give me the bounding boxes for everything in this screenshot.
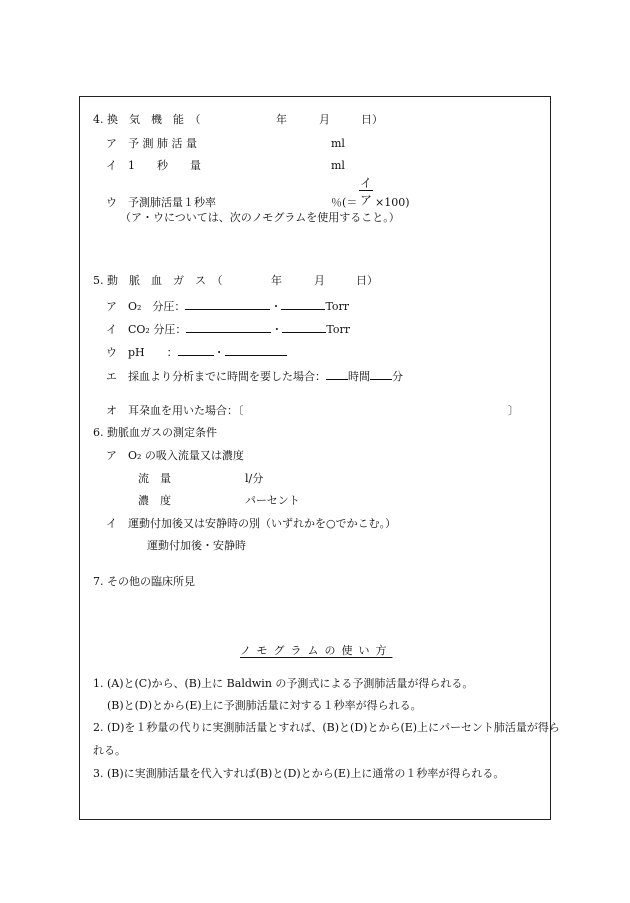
sec4-row-i-unit: ml bbox=[331, 159, 345, 172]
fraction-numerator: イ bbox=[359, 176, 372, 190]
sec5-year: 年 bbox=[271, 274, 282, 287]
sec4-year: 年 bbox=[276, 113, 287, 126]
fraction-denominator: ア bbox=[359, 193, 372, 207]
ph-dot: ・ bbox=[213, 346, 225, 359]
sec4-row-u-label: ウ 予測肺活量１秒率 bbox=[106, 196, 216, 209]
sec5-time-row bbox=[106, 368, 403, 384]
ph-label: ウ pH ： bbox=[106, 346, 178, 359]
sec4-month: 月 bbox=[319, 113, 330, 126]
nomogram-item-2b: れる。 bbox=[93, 744, 126, 757]
sec4-note: （ア・ウについては、次のノモグラムを使用すること。） bbox=[120, 211, 400, 224]
sec4-row-u-multiplier: ×100) bbox=[375, 196, 410, 209]
hours-blank[interactable] bbox=[326, 368, 348, 380]
sec5-earlobe-close: 〕 bbox=[508, 404, 519, 417]
minutes-unit: 分 bbox=[392, 370, 403, 383]
ph-value-blank[interactable] bbox=[178, 344, 214, 356]
sec6-conc-label: 濃 度 bbox=[138, 494, 171, 507]
o2-value2-blank[interactable] bbox=[281, 298, 325, 310]
sec4-row-i-label: イ 1 秒 量 bbox=[106, 159, 201, 172]
sec6-condition-label: イ 運動付加後又は安静時の別（いずれかを○でかこむ。） bbox=[106, 517, 397, 530]
sec5-day: 日） bbox=[356, 274, 378, 287]
time-label: エ 採血より分析までに時間を要した場合： bbox=[106, 370, 326, 383]
ph-value2-blank[interactable] bbox=[225, 344, 287, 356]
sec5-ph-row bbox=[106, 344, 287, 360]
sec5-o2-row bbox=[106, 298, 349, 314]
o2-unit: Torr bbox=[325, 300, 350, 313]
nomogram-item-2: 2. (D)を１秒量の代りに実測肺活量とすれば、(B)と(D)とから(E)上にパーセント肺活量が得ら bbox=[93, 721, 560, 734]
sec4-day: 日） bbox=[361, 113, 383, 126]
hours-unit: 時間 bbox=[348, 370, 370, 383]
nomogram-item-1b: (B)と(D)とから(E)上に予測肺活量に対する１秒率が得られる。 bbox=[107, 699, 422, 712]
co2-value-blank[interactable] bbox=[186, 321, 271, 333]
sec6-condition-choice[interactable]: 運動付加後・安静時 bbox=[147, 539, 246, 552]
nomogram-item-1: 1. (A)と(C)から、(B)上に Baldwin の予測式による予測肺活量が得られる。 bbox=[93, 677, 474, 690]
sec5-heading: 5. 動 脈 血 ガ ス （ bbox=[93, 274, 223, 287]
sec6-flow-label: 流 量 bbox=[138, 472, 171, 485]
sec4-row-a-label: ア 予 測 肺 活 量 bbox=[106, 137, 197, 150]
sec6-o2-label: ア O₂ の吸入流量又は濃度 bbox=[106, 449, 244, 462]
sec4-heading: 4. 換 気 機 能 （ bbox=[93, 113, 201, 126]
co2-value2-blank[interactable] bbox=[282, 321, 326, 333]
sec7-heading: 7. その他の臨床所見 bbox=[93, 575, 195, 588]
o2-label: ア O₂ 分圧： bbox=[106, 300, 186, 313]
sec6-conc-unit: パーセント bbox=[245, 494, 300, 507]
co2-label: イ CO₂ 分圧： bbox=[106, 323, 187, 336]
co2-unit: Torr bbox=[326, 323, 350, 336]
sec5-co2-row bbox=[106, 321, 350, 337]
sec4-row-a-unit: ml bbox=[331, 137, 345, 150]
nomogram-item-3: 3. (B)に実測肺活量を代入すれば(B)と(D)とから(E)上に通常の１秒率が得られる。 bbox=[93, 767, 505, 780]
nomogram-title: ノモグラムの使い方 bbox=[240, 644, 393, 657]
minutes-blank[interactable] bbox=[370, 368, 392, 380]
sec6-heading: 6. 動脈血ガスの測定条件 bbox=[93, 426, 217, 439]
sec5-month: 月 bbox=[314, 274, 325, 287]
o2-dot: ・ bbox=[270, 300, 282, 313]
o2-value-blank[interactable] bbox=[185, 298, 270, 310]
sec5-earlobe-label: オ 耳朶血を用いた場合：〔 bbox=[106, 404, 244, 417]
co2-dot: ・ bbox=[271, 323, 283, 336]
sec6-flow-unit: l/分 bbox=[245, 472, 264, 485]
sec4-row-u-unit: ％(＝ bbox=[331, 196, 358, 209]
